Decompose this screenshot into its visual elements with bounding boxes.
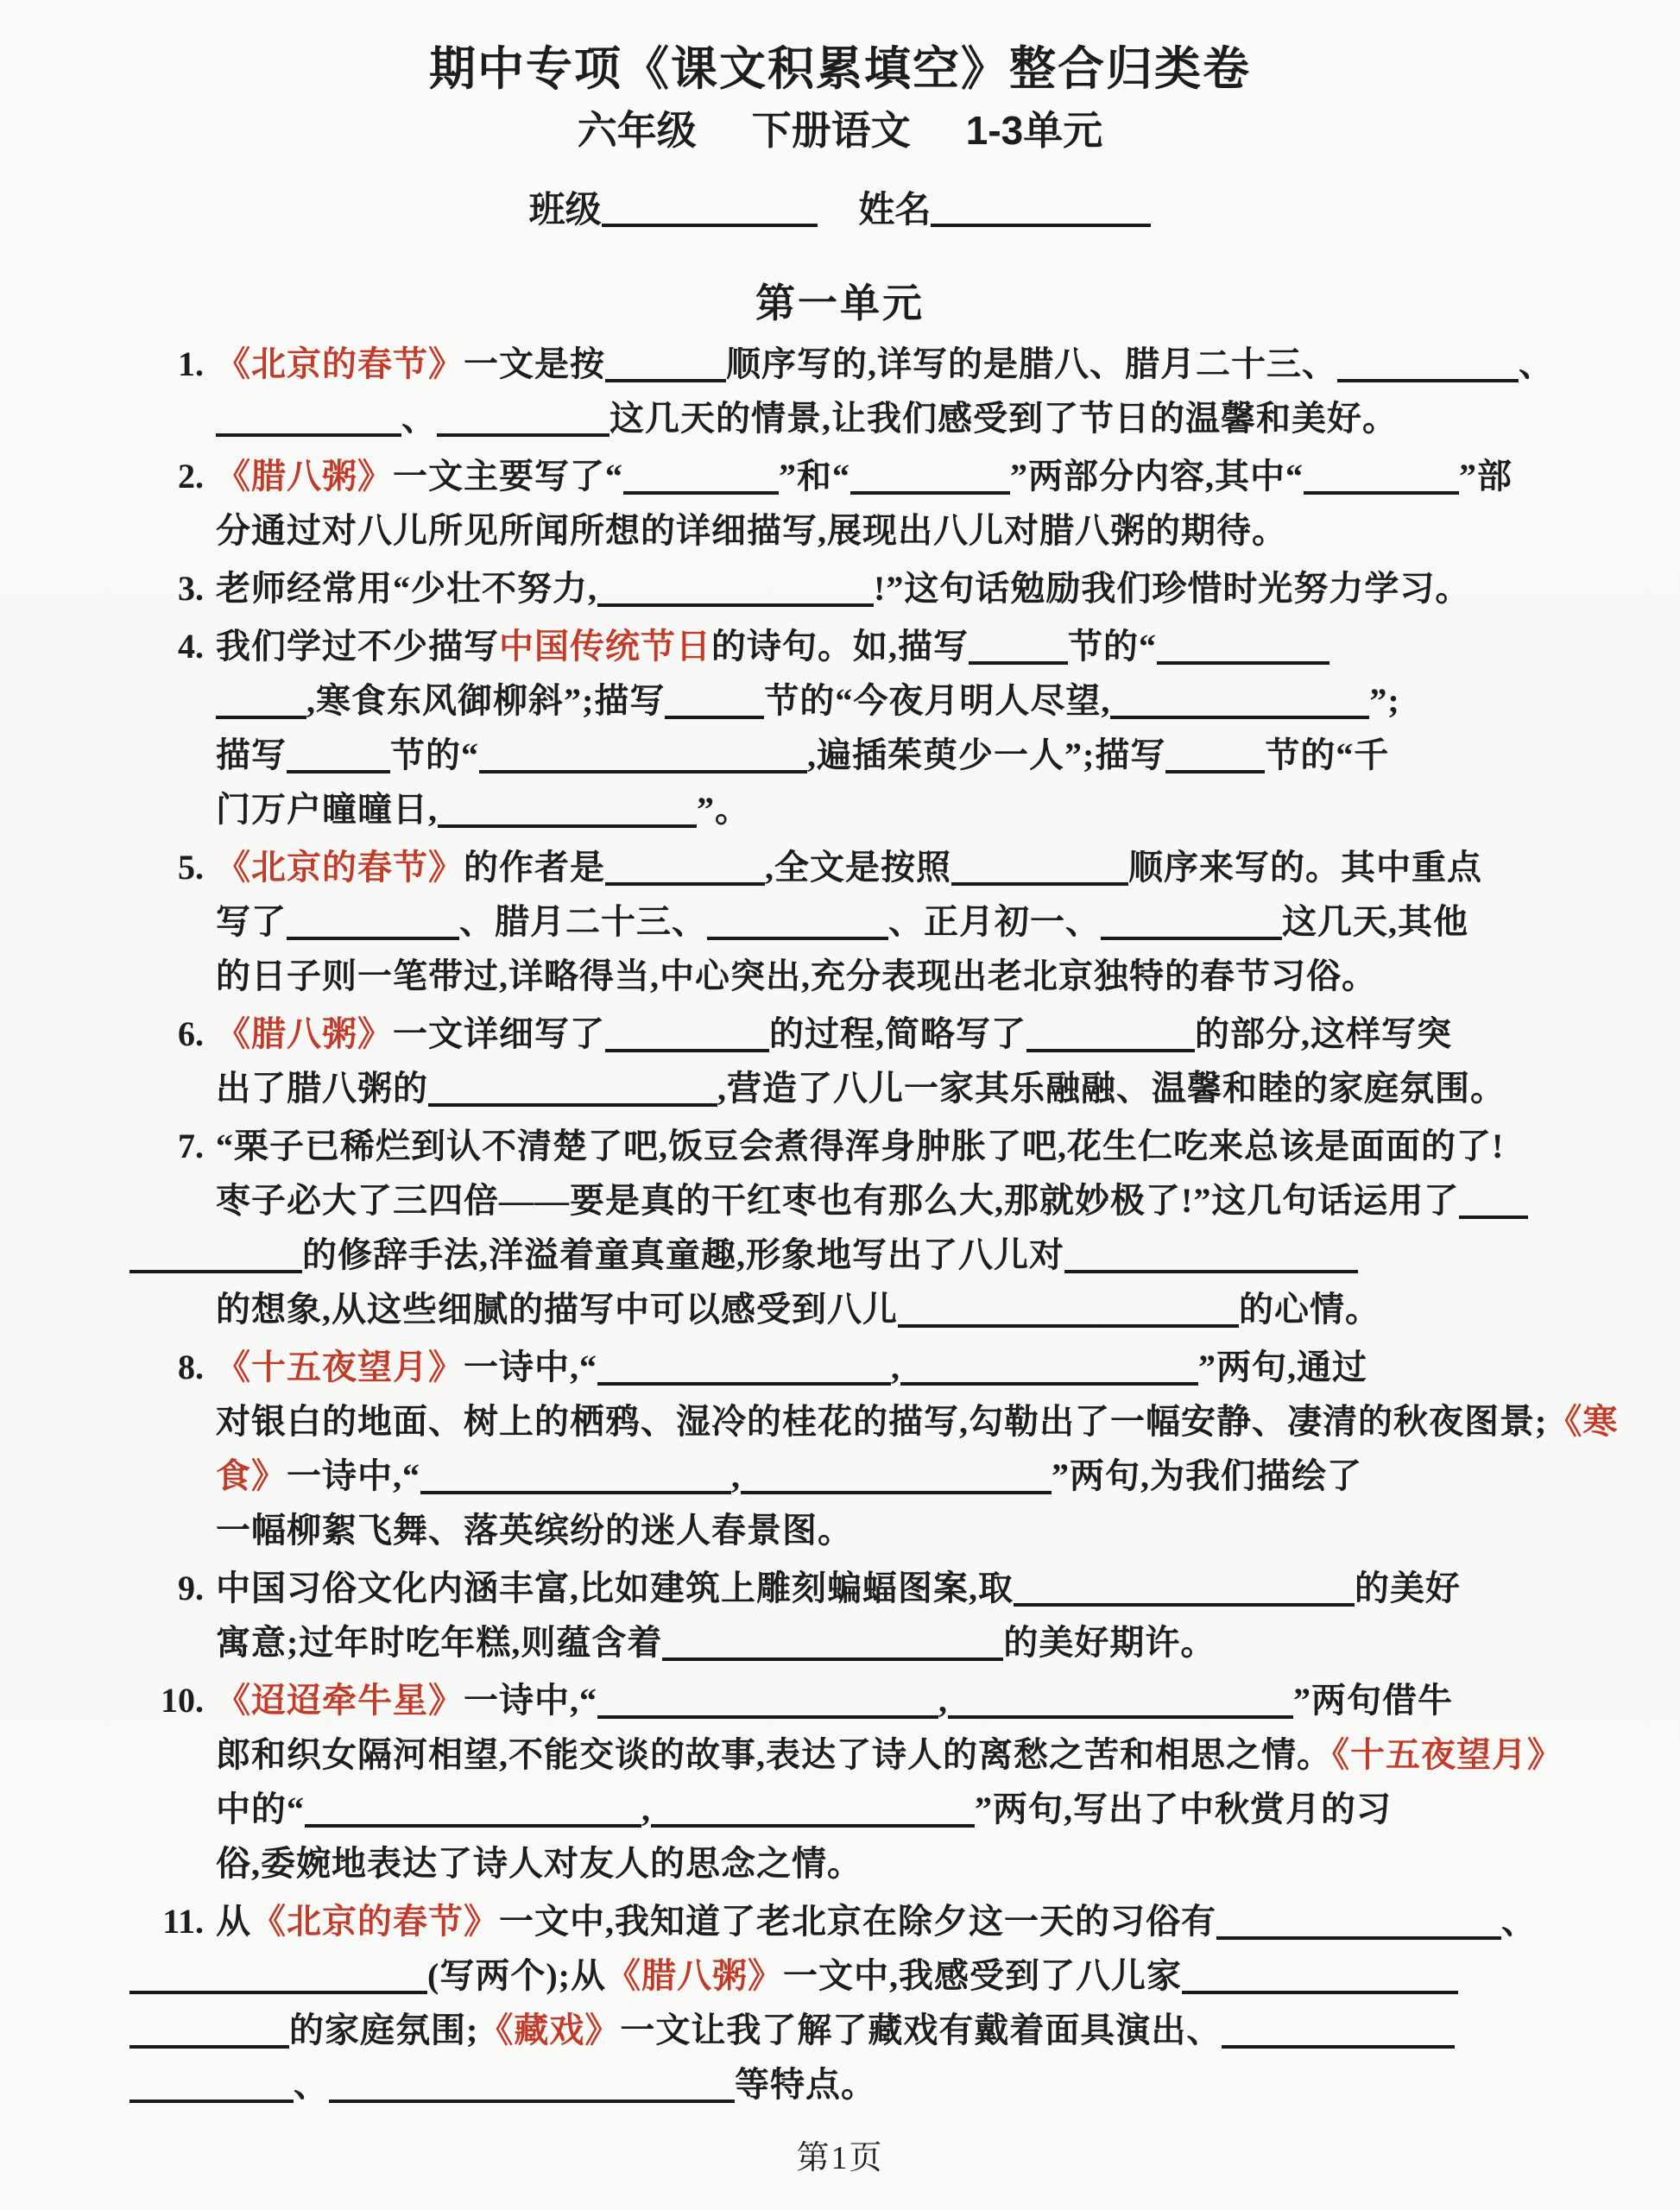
question-text: 一文中,我感受到了八儿家 — [782, 1956, 1182, 1995]
blank-line — [438, 790, 697, 828]
blank-line — [665, 681, 764, 719]
highlighted-title-text: 《十五夜望月》 — [1332, 1735, 1563, 1774]
blank-line — [1165, 736, 1265, 774]
question-content — [216, 1894, 1680, 2112]
blank-line — [329, 2065, 735, 2103]
question-text: ”部 — [1459, 457, 1513, 496]
question-text: 节的“ — [390, 736, 479, 774]
question-line — [216, 561, 1680, 616]
question-number: 2. — [178, 457, 204, 496]
question-text: 、 — [1519, 344, 1554, 383]
question-text: 一诗中,“ — [287, 1456, 420, 1495]
blank-line — [1222, 2011, 1455, 2049]
blank-line — [129, 2011, 289, 2049]
question-text: 的日子则一笔带过,详略得当,中心突出,充分表现出老北京独特的春节习俗。 — [216, 957, 1377, 995]
blank-line — [305, 1790, 641, 1828]
question-text: , — [891, 1348, 900, 1386]
question-content — [216, 840, 1680, 1003]
highlighted-title-text: 《腊八粥》 — [605, 1956, 783, 1995]
question-line — [216, 1503, 1680, 1557]
blank-line — [420, 1456, 731, 1494]
question-row — [102, 1673, 1680, 1891]
question-text: 的美好期许。 — [1003, 1623, 1216, 1662]
question-line — [129, 1948, 1680, 2003]
question-text: ”两句,为我们描绘了 — [1052, 1456, 1362, 1495]
question-text: 中国习俗文化内涵丰富,比如建筑上雕刻蝙蝠图案,取 — [216, 1569, 1014, 1607]
highlighted-title-text: 《迢迢牵牛星》 — [216, 1681, 464, 1720]
blank-line — [479, 736, 807, 774]
blank-line — [969, 627, 1068, 665]
highlighted-title-text: 《北京的春节》 — [216, 848, 464, 887]
question-text: 节的“今夜月明人尽望, — [764, 681, 1111, 720]
question-text: ”两句,写出了中秋赏月的习 — [975, 1790, 1392, 1828]
blank-line — [287, 736, 390, 774]
blank-line — [1304, 457, 1459, 495]
question-number: 3. — [178, 569, 204, 608]
blank-line — [437, 399, 609, 437]
question-text: 的修辞手法,洋溢着童真童趣,形象地写出了八儿对 — [302, 1235, 1064, 1274]
question-text: 枣子必大了三四倍——要是真的干红枣也有那么大,那就妙极了!”这几句话运用了 — [216, 1181, 1460, 1220]
question-text: 一文详细写了 — [393, 1014, 605, 1053]
section-heading: 第一单元 — [755, 281, 925, 325]
question-text: “栗子已稀烂到认不清楚了吧,饭豆会煮得浑身肿胀了吧,花生仁吃来总该是面面的了! — [216, 1127, 1505, 1165]
question-row — [102, 619, 1680, 837]
question-text: 、腊月二十三、 — [459, 902, 707, 941]
blank-line — [1026, 1014, 1195, 1052]
question-line — [216, 728, 1680, 782]
highlighted-title-text: 《腊八粥》 — [216, 1014, 393, 1053]
highlighted-title-text: 《北京的春节》 — [216, 344, 464, 383]
subtitle-book: 下册语文 — [751, 108, 911, 153]
blank-line — [898, 1290, 1239, 1328]
question-row — [102, 840, 1680, 1003]
question-text: !”这句话勉励我们珍惜时光努力学习。 — [874, 569, 1471, 608]
question-text: 等特点。 — [735, 2065, 876, 2104]
blank-line — [1064, 1235, 1358, 1273]
question-number: 11. — [162, 1902, 204, 1941]
question-text: 写了 — [216, 902, 287, 941]
question-text: ”两句,通过 — [1198, 1348, 1367, 1386]
question-text: 这几天的情景,让我们感受到了节日的温馨和美好。 — [609, 399, 1398, 438]
question-line — [129, 1228, 1680, 1282]
blank-line — [948, 1681, 1293, 1719]
blank-line — [951, 848, 1128, 886]
question-text: (写两个);从 — [427, 1956, 606, 1995]
blank-line — [287, 902, 459, 940]
blank-line — [597, 1348, 891, 1386]
question-line — [216, 1836, 1680, 1891]
question-text: 顺序写的,详写的是腊八、腊月二十三、 — [726, 344, 1337, 383]
highlighted-title-text: 《北京的春节》 — [251, 1902, 499, 1941]
question-text: 老师经常用“少壮不努力, — [216, 569, 597, 608]
question-number: 9. — [178, 1569, 204, 1607]
question-text: 郎和织女隔河相望,不能交谈的故事,表达了诗人的离愁之苦和相思之情。 — [216, 1735, 1332, 1774]
blank-line — [651, 1790, 975, 1828]
blank-line — [1101, 902, 1282, 940]
question-text: 的家庭氛围; — [289, 2011, 479, 2049]
question-text: 一文让我了解了藏戏有戴着面具演出、 — [620, 2011, 1222, 2049]
question-line — [216, 1173, 1680, 1228]
highlighted-title-text: 中国传统节日 — [499, 627, 711, 666]
question-text: ”; — [1369, 681, 1400, 720]
question-text: 对银白的地面、树上的栖鸦、湿冷的桂花的描写,勾勒出了一幅安静、凄清的秋夜图景; — [216, 1402, 1548, 1441]
question-line — [216, 503, 1680, 558]
question-line — [129, 2003, 1680, 2057]
question-content — [216, 561, 1680, 616]
question-line — [216, 673, 1680, 728]
question-line — [216, 949, 1680, 1003]
question-line — [216, 1007, 1680, 1061]
question-text: 的作者是 — [464, 848, 605, 887]
question-row — [102, 561, 1680, 616]
subtitle-grade: 六年级 — [577, 108, 697, 153]
blank-line — [1337, 344, 1519, 382]
blank-line — [605, 848, 765, 886]
question-text: ”。 — [697, 790, 750, 829]
question-content — [216, 1340, 1680, 1557]
question-text: ,全文是按照 — [765, 848, 951, 887]
question-line — [216, 619, 1680, 673]
question-line — [216, 1782, 1680, 1836]
question-number: 10. — [161, 1681, 204, 1720]
question-line — [216, 337, 1680, 391]
subtitle-units: 1-3单元 — [965, 108, 1103, 153]
question-line — [216, 449, 1680, 503]
question-row — [102, 449, 1680, 558]
question-number: 1. — [178, 344, 204, 383]
question-text: 顺序来写的。其中重点 — [1128, 848, 1482, 887]
blank-line — [623, 457, 779, 495]
question-row — [102, 337, 1680, 445]
question-text: 寓意;过年时吃年糕,则蕴含着 — [216, 1623, 663, 1662]
question-number: 4. — [178, 627, 204, 666]
highlighted-title-text: 《十五夜望月》 — [216, 1348, 464, 1386]
question-text: ”两句借牛 — [1293, 1681, 1453, 1720]
question-text: 我们学过不少描写 — [216, 627, 499, 666]
question-line — [216, 782, 1680, 837]
question-text: 这几天,其他 — [1282, 902, 1468, 941]
question-row — [102, 1007, 1680, 1115]
blank-line — [216, 681, 306, 719]
blank-line — [1110, 681, 1369, 719]
blank-line — [900, 1348, 1198, 1386]
question-line — [216, 1119, 1680, 1173]
question-number: 5. — [178, 848, 204, 887]
question-text: 、正月初一、 — [888, 902, 1101, 941]
question-text: ”两部分内容,其中“ — [1010, 457, 1304, 496]
question-text: 一诗中,“ — [464, 1681, 597, 1720]
question-text: 从 — [216, 1902, 251, 1941]
question-text: 、 — [294, 2065, 329, 2104]
question-line — [216, 1340, 1680, 1394]
question-line — [216, 1894, 1680, 1948]
question-text: 、 — [401, 399, 437, 438]
page-number: 第1页 — [796, 2140, 884, 2176]
question-text: 的心情。 — [1239, 1290, 1380, 1329]
question-line — [216, 1615, 1680, 1670]
question-number: 6. — [178, 1014, 204, 1053]
question-text: 的美好 — [1355, 1569, 1461, 1607]
question-line — [216, 1561, 1680, 1615]
question-line — [216, 1449, 1680, 1503]
question-content — [216, 1561, 1680, 1670]
blank-line — [428, 1069, 717, 1107]
question-text: 出了腊八粥的 — [216, 1069, 428, 1108]
question-text: 节的“千 — [1265, 736, 1390, 774]
page-subtitle — [0, 107, 1680, 154]
name-blank-line — [931, 191, 1151, 227]
question-content — [216, 337, 1680, 445]
question-text: 门万户曈曈日, — [216, 790, 438, 829]
question-line — [216, 1282, 1680, 1336]
blank-line — [662, 1623, 1003, 1661]
blank-line — [1182, 1956, 1458, 1994]
question-text: 中的“ — [216, 1790, 305, 1828]
question-text: 一诗中,“ — [464, 1348, 597, 1386]
question-text: ,营造了八儿一家其乐融融、温馨和睦的家庭氛围。 — [717, 1069, 1506, 1108]
blank-line — [597, 569, 874, 607]
question-text: 一文是按 — [464, 344, 605, 383]
question-line — [216, 1061, 1680, 1115]
question-line — [216, 1673, 1680, 1727]
page-title: 期中专项《课文积累填空》整合归类卷 — [429, 43, 1251, 95]
blank-line — [741, 1456, 1052, 1494]
blank-line — [1014, 1569, 1355, 1607]
question-line — [129, 2057, 1680, 2112]
question-text: 一文主要写了“ — [393, 457, 623, 496]
blank-line — [129, 1235, 302, 1273]
question-line — [216, 840, 1680, 894]
blank-line — [1216, 1902, 1501, 1940]
question-text: 的部分,这样写突 — [1195, 1014, 1452, 1053]
highlighted-title-text: 《藏戏》 — [478, 2011, 621, 2049]
question-content — [216, 449, 1680, 558]
name-label: 姓名 — [858, 189, 932, 230]
question-row — [102, 1340, 1680, 1557]
blank-line — [597, 1681, 938, 1719]
question-text: 、 — [1501, 1902, 1537, 1941]
question-text: ,寒食东风御柳斜”;描写 — [306, 681, 666, 720]
blank-line — [1157, 627, 1329, 665]
student-info-row — [0, 188, 1680, 231]
question-content — [216, 1007, 1680, 1115]
highlighted-title-text: 食》 — [216, 1456, 287, 1495]
question-row — [102, 1561, 1680, 1670]
question-text: ,遍插茱萸少一人”;描写 — [807, 736, 1166, 774]
question-line — [216, 1727, 1680, 1782]
question-text: , — [641, 1790, 651, 1828]
question-text: , — [731, 1456, 741, 1495]
class-blank-line — [602, 191, 818, 227]
blank-line — [216, 399, 401, 437]
question-text: 分通过对八儿所见所闻所想的详细描写,展现出八儿对腊八粥的期待。 — [216, 511, 1287, 550]
question-row — [102, 1119, 1680, 1336]
question-text: 节的“ — [1068, 627, 1157, 666]
question-content — [216, 1119, 1680, 1336]
class-label: 班级 — [528, 189, 602, 230]
blank-line — [129, 1956, 427, 1994]
blank-line — [707, 902, 888, 940]
blank-line — [605, 1014, 769, 1052]
blank-line — [129, 2065, 294, 2103]
question-text: 的诗句。如,描写 — [711, 627, 969, 666]
question-content — [216, 1673, 1680, 1891]
question-line — [216, 894, 1680, 949]
question-content — [216, 619, 1680, 837]
question-text: 俗,委婉地表达了诗人对友人的思念之情。 — [216, 1844, 862, 1883]
highlighted-title-text: 《腊八粥》 — [216, 457, 393, 496]
blank-line — [1459, 1181, 1528, 1219]
question-text: ”和“ — [779, 457, 850, 496]
question-text: 的想象,从这些细腻的描写中可以感受到八儿 — [216, 1290, 898, 1329]
question-number: 8. — [178, 1348, 204, 1386]
question-line — [216, 391, 1680, 445]
question-number: 7. — [178, 1127, 204, 1165]
blank-line — [850, 457, 1010, 495]
blank-line — [605, 344, 726, 382]
question-row — [102, 1894, 1680, 2112]
question-text: 的过程,简略写了 — [769, 1014, 1026, 1053]
question-text: 一文中,我知道了老北京在除夕这一天的习俗有 — [499, 1902, 1216, 1941]
highlighted-title-text: 《寒 — [1547, 1402, 1619, 1441]
question-text: 一幅柳絮飞舞、落英缤纷的迷人春景图。 — [216, 1511, 853, 1550]
question-line — [216, 1394, 1680, 1449]
question-text: , — [938, 1681, 948, 1720]
question-list — [102, 337, 1680, 2112]
question-text: 描写 — [216, 736, 287, 774]
